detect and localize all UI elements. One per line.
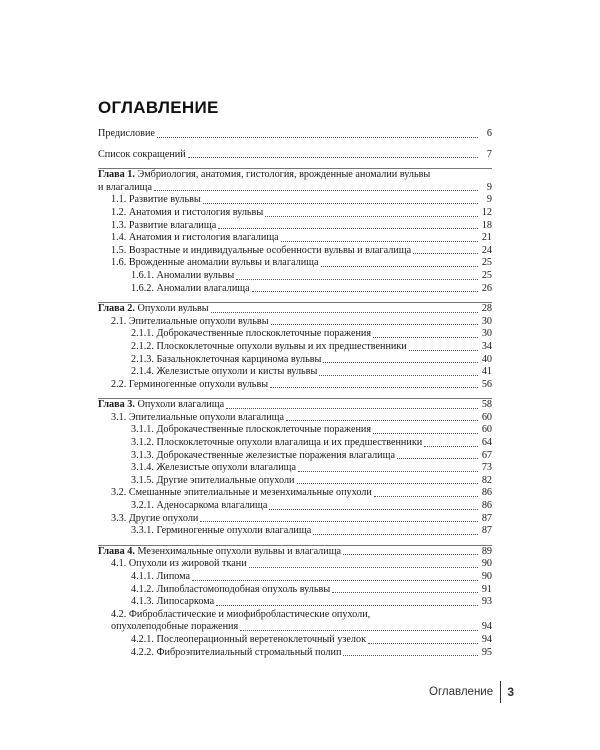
- toc-page-number: 90: [481, 558, 492, 570]
- toc-page-number: 64: [481, 437, 492, 449]
- toc-entry-title: 2.1.3. Базальноклеточная карцинома вульвы: [131, 353, 322, 365]
- dot-leader: [373, 432, 478, 434]
- toc-entry[interactable]: [98, 596, 492, 609]
- toc-entry[interactable]: [98, 558, 492, 571]
- dot-leader: [271, 323, 478, 325]
- footer-divider: [500, 681, 501, 703]
- toc-entry-title: 1.6.1. Аномалии вульвы: [131, 269, 235, 281]
- toc-entry-title: 3.3. Другие опухоли: [111, 512, 199, 524]
- toc-entry-title: 3.1.3. Доброкачественные железистые поражения влагалища: [131, 449, 395, 461]
- toc-entry-title: 2.1.4. Железистые опухоли и кисты вульвы: [131, 366, 318, 378]
- dot-leader: [343, 553, 478, 555]
- toc-entry[interactable]: [98, 647, 492, 660]
- chapter-label: Глава 2.: [98, 303, 135, 315]
- chapter-heading-line[interactable]: [98, 169, 492, 182]
- toc-entry[interactable]: [98, 245, 492, 258]
- dot-leader: [249, 566, 478, 568]
- toc-entry[interactable]: [98, 462, 492, 475]
- toc-entry[interactable]: [98, 379, 492, 392]
- chapter-title: Опухоли влагалища: [137, 399, 225, 411]
- toc-entry[interactable]: [98, 328, 492, 341]
- table-of-contents: [98, 128, 492, 659]
- dot-leader: [281, 240, 478, 242]
- dot-leader: [424, 445, 478, 447]
- page-title: ОГЛАВЛЕНИЕ: [98, 98, 219, 117]
- dot-leader: [343, 654, 478, 656]
- toc-entry[interactable]: [98, 571, 492, 584]
- toc-entry-title: 3.2.1. Аденосаркома влагалища: [131, 500, 268, 512]
- toc-entry-title: 4.2.1. Послеоперационный веретеноклеточный узелок: [131, 633, 367, 645]
- toc-entry[interactable]: [98, 475, 492, 488]
- toc-page-number: 9: [486, 194, 492, 206]
- footer-page-number: 3: [507, 685, 514, 699]
- toc-page-number: 12: [481, 206, 492, 218]
- toc-entry[interactable]: [98, 487, 492, 500]
- toc-entry[interactable]: [98, 546, 492, 559]
- toc-entry[interactable]: [98, 270, 492, 283]
- toc-entry-title: 1.2. Анатомия и гистология вульвы: [111, 206, 264, 218]
- toc-entry-title: 2.1. Эпителиальные опухоли вульвы: [111, 315, 269, 327]
- toc-entry-title: 3.1.5. Другие эпителиальные опухоли: [131, 474, 295, 486]
- dot-leader: [413, 252, 478, 254]
- toc-entry-title: 3.1.2. Плоскоклеточные опухоли влагалища и их предшественники: [131, 437, 423, 449]
- toc-page-number: 25: [481, 269, 492, 281]
- toc-entry[interactable]: [98, 220, 492, 233]
- toc-entry-title: 4.1.1. Липома: [131, 571, 191, 582]
- toc-entry[interactable]: [98, 316, 492, 329]
- dot-leader: [374, 495, 478, 497]
- chapter-title: Мезенхимальные опухоли вульвы и влагалища: [137, 545, 342, 557]
- dot-leader: [157, 136, 478, 138]
- dot-leader: [323, 361, 478, 363]
- toc-entry-title: 4.1.2. Липобластомоподобная опухоль вульвы: [131, 583, 331, 595]
- dot-leader: [192, 579, 478, 581]
- toc-entry-title: 1.6. Врожденные аномалии вульвы и влагалища: [111, 257, 319, 269]
- toc-page-number: 86: [481, 487, 492, 499]
- toc-entry-title: 2.2. Герминогенные опухоли вульвы: [111, 378, 269, 390]
- toc-entry-title: 4.1. Опухоли из жировой ткани: [111, 558, 247, 570]
- toc-page-number: 40: [481, 353, 492, 365]
- toc-page-number: 67: [481, 449, 492, 461]
- toc-page-number: 9: [486, 181, 492, 193]
- toc-entry[interactable]: [98, 399, 492, 412]
- dot-leader: [200, 520, 478, 522]
- spacer: [98, 391, 492, 398]
- toc-entry-title: 3.2. Смешанные эпителиальные и мезенхимальные опухоли: [111, 487, 372, 499]
- toc-entry[interactable]: [98, 149, 492, 162]
- dot-leader: [265, 215, 478, 217]
- toc-entry-title: 3.1.1. Доброкачественные плоскоклеточные поражения: [131, 424, 372, 436]
- dot-leader: [313, 533, 478, 535]
- toc-page-number: 89: [481, 545, 492, 557]
- toc-entry-line[interactable]: 4.2. Фибробластические и миофибробластические опухоли,: [111, 608, 371, 620]
- toc-entry-title: 4.1.3. Липосаркома: [131, 596, 215, 608]
- dot-leader: [321, 265, 478, 267]
- dot-leader: [332, 591, 478, 593]
- dot-leader: [240, 629, 478, 631]
- toc-page-number: 91: [481, 583, 492, 595]
- chapter-title: Эмбриология, анатомия, гистология, врожденные аномалии вульвы: [137, 169, 431, 181]
- spacer: [98, 141, 492, 149]
- dot-leader: [269, 508, 478, 510]
- dot-leader: [218, 227, 478, 229]
- toc-entry[interactable]: [98, 257, 492, 270]
- dot-leader: [236, 278, 478, 280]
- toc-entry[interactable]: [98, 366, 492, 379]
- toc-entry-title: и влагалища: [98, 181, 152, 193]
- toc-entry[interactable]: [98, 500, 492, 513]
- toc-entry[interactable]: [98, 424, 492, 437]
- toc-entry-title: 1.1. Развитие вульвы: [111, 194, 201, 206]
- dot-leader: [368, 642, 478, 644]
- spacer: [98, 161, 492, 168]
- toc-entry[interactable]: [98, 283, 492, 296]
- page-footer: [429, 681, 514, 703]
- toc-entry[interactable]: [98, 207, 492, 220]
- dot-leader: [409, 349, 478, 351]
- chapter-title: Опухоли вульвы: [137, 303, 209, 315]
- toc-page-number: 95: [481, 646, 492, 658]
- toc-page-number: 21: [481, 232, 492, 244]
- toc-entry[interactable]: [98, 621, 492, 634]
- toc-entry[interactable]: [98, 354, 492, 367]
- toc-entry[interactable]: [98, 450, 492, 463]
- dot-leader: [270, 386, 478, 388]
- spacer: [98, 295, 492, 302]
- toc-page-number: 41: [481, 366, 492, 378]
- toc-entry[interactable]: [98, 232, 492, 245]
- toc-page-number: 93: [481, 596, 492, 608]
- toc-entry-title: 3.1.4. Железистые опухоли влагалища: [131, 462, 297, 474]
- toc-page-number: 82: [481, 474, 492, 486]
- toc-entry[interactable]: [98, 513, 492, 526]
- toc-entry[interactable]: [98, 341, 492, 354]
- chapter-label: Глава 3.: [98, 399, 135, 411]
- toc-entry-title: [98, 399, 224, 412]
- toc-page-number: 87: [481, 525, 492, 537]
- toc-entry[interactable]: [98, 194, 492, 207]
- toc-entry-title: [98, 303, 209, 316]
- toc-entry[interactable]: [98, 412, 492, 425]
- toc-entry-title: [98, 546, 341, 559]
- toc-page-number: 25: [481, 257, 492, 269]
- toc-entry-title: 1.4. Анатомия и гистология влагалища: [111, 232, 279, 244]
- toc-page-number: 26: [481, 282, 492, 294]
- toc-page-number: 56: [481, 378, 492, 390]
- chapter-label: Глава 4.: [98, 545, 135, 557]
- toc-page-number: 18: [481, 219, 492, 231]
- dot-leader: [298, 470, 478, 472]
- toc-entry[interactable]: [98, 182, 492, 195]
- toc-entry[interactable]: [98, 525, 492, 538]
- dot-leader: [297, 482, 478, 484]
- toc-page-number: 7: [486, 148, 492, 160]
- toc-page-number: 30: [481, 315, 492, 327]
- toc-entry-title: 4.2.2. Фиброэпителиальный стромальный полип: [131, 646, 342, 658]
- toc-entry-title: 3.1. Эпителиальные опухоли влагалища: [111, 411, 285, 423]
- dot-leader: [226, 407, 478, 409]
- toc-page-number: 24: [481, 244, 492, 256]
- toc-entry[interactable]: [98, 584, 492, 597]
- toc-page-number: 6: [486, 128, 492, 139]
- toc-page-number: 86: [481, 500, 492, 512]
- toc-entry[interactable]: [98, 437, 492, 450]
- toc-entry-title: 1.3. Развитие влагалища: [111, 219, 217, 231]
- chapter-label: Глава 1.: [98, 169, 135, 181]
- toc-entry-title: 1.5. Возрастные и индивидуальные особенности вульвы и влагалища: [111, 244, 412, 256]
- dot-leader: [252, 290, 478, 292]
- toc-entry-title: Предисловие: [98, 128, 155, 139]
- dot-leader: [154, 189, 478, 191]
- toc-entry-title: 2.1.2. Плоскоклеточные опухоли вульвы и их предшественники: [131, 340, 407, 352]
- toc-entry-title: 2.1.1. Доброкачественные плоскоклеточные поражения: [131, 328, 372, 340]
- dot-leader: [319, 374, 478, 376]
- toc-entry-title: 3.3.1. Герминогенные опухоли влагалища: [131, 525, 312, 537]
- spacer: [98, 538, 492, 545]
- dot-leader: [373, 336, 478, 338]
- toc-page-number: 28: [481, 303, 492, 315]
- toc-entry-title: опухолеподобные поражения: [111, 621, 239, 633]
- dot-leader: [188, 156, 478, 158]
- toc-page-number: 60: [481, 424, 492, 436]
- toc-entry[interactable]: [98, 634, 492, 647]
- toc-entry-title: 1.6.2. Аномалии влагалища: [131, 282, 250, 294]
- toc-page-number: 34: [481, 340, 492, 352]
- dot-leader: [286, 419, 478, 421]
- toc-entry[interactable]: [98, 303, 492, 316]
- dot-leader: [203, 202, 478, 204]
- toc-entry-title: Список сокращений: [98, 148, 186, 160]
- toc-page-number: 87: [481, 512, 492, 524]
- toc-page-number: 30: [481, 328, 492, 340]
- toc-page-number: 94: [481, 621, 492, 633]
- toc-page-number: 94: [481, 633, 492, 645]
- toc-page-number: 58: [481, 399, 492, 411]
- toc-page-number: 73: [481, 462, 492, 474]
- toc-page-number: 90: [481, 571, 492, 582]
- dot-leader: [211, 311, 478, 313]
- dot-leader: [397, 457, 478, 459]
- footer-section-label: Оглавление: [429, 686, 494, 698]
- dot-leader: [216, 604, 478, 606]
- toc-entry[interactable]: [98, 128, 492, 141]
- toc-page-number: 60: [481, 411, 492, 423]
